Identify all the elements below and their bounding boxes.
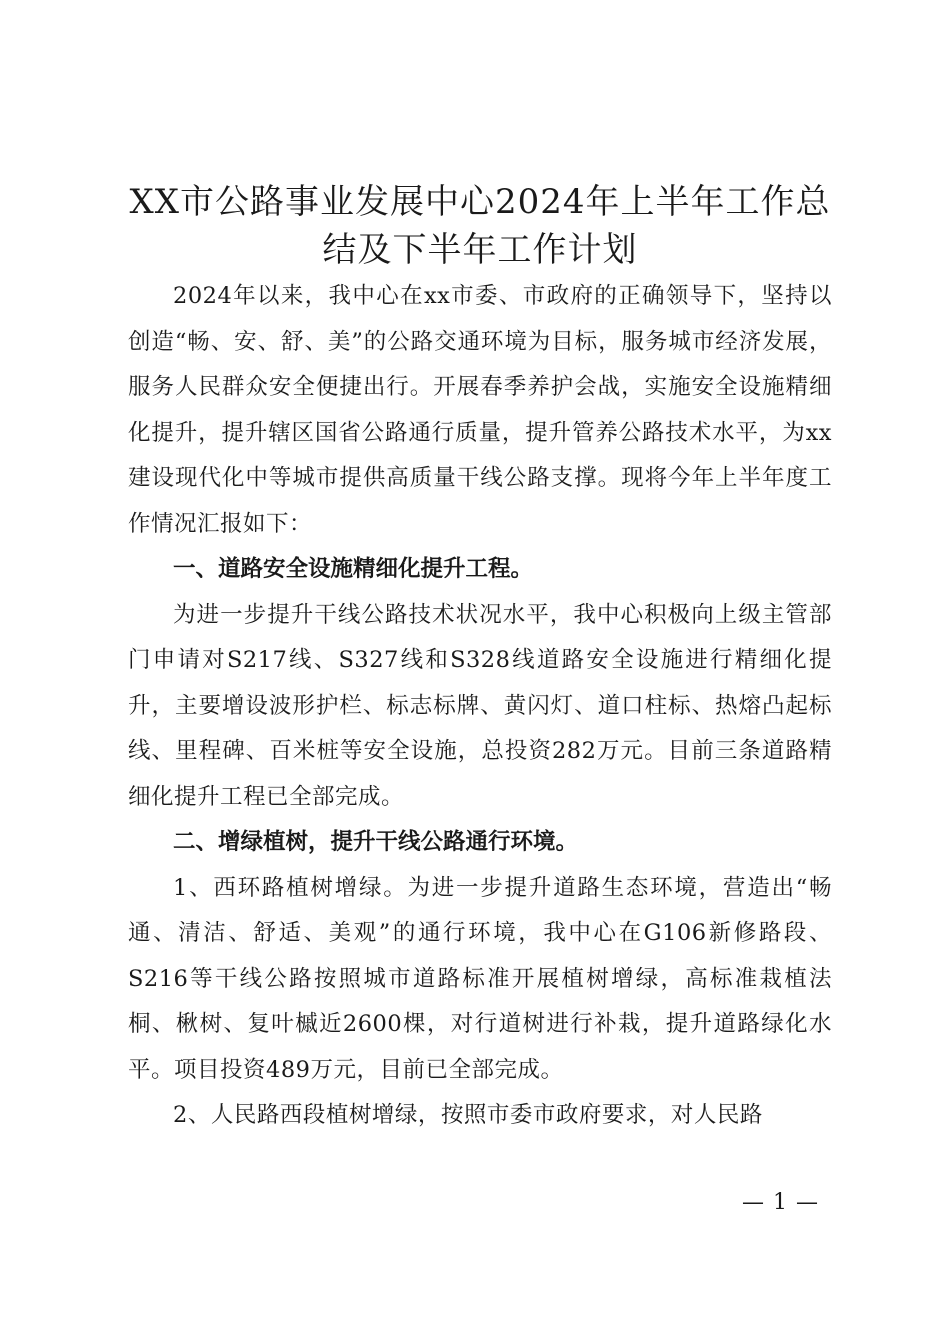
page-number: — 1 — <box>742 1190 819 1215</box>
section-1-paragraph: 为进一步提升干线公路技术状况水平，我中心积极向上级主管部门申请对S217线、S327线和S328线道路安全设施进行精细化提升，主要增设波形护栏、标志标牌、黄闪灯、道口柱标、热熔凸起标线、里程碑、百米桩等安全设施，总投资282万元。目前三条道路精细化提升工程已全部完成。 <box>128 601 832 810</box>
section-2-item-2-paragraph: 2、人民路西段植树增绿，按照市委市政府要求，对人民路 <box>173 1102 763 1128</box>
intro-paragraph: 2024年以来，我中心在xx市委、市政府的正确领导下，坚持以创造“畅、安、舒、美”的公路交通环境为目标，服务城市经济发展，服务人民群众安全便捷出行。开展春季养护会战，实施安全设施精细化提升，提升辖区国省公路通行质量，提升管养公路技术水平，为xx建设现代化中等城市提供高质量干线公路支撑。现将今年上半年度工作情况汇报如下： <box>128 283 832 537</box>
section-heading-1: 一、道路安全设施精细化提升工程。 <box>173 556 534 582</box>
title-line-2: 结及下半年工作计划 <box>322 230 638 270</box>
section-heading-2: 二、增绿植树，提升干线公路通行环境。 <box>173 829 579 855</box>
document-page <box>128 178 832 1139</box>
section-2-item-1-paragraph: 1、西环路植树增绿。为进一步提升道路生态环境，营造出“畅通、清洁、舒适、美观”的通行环境，我中心在G106新修路段、S216等干线公路按照城市道路标准开展植树增绿，高标准栽植法桐、楸树、复叶槭近2600棵，对行道树进行补栽，提升道路绿化水平。项目投资489万元，目前已全部完成。 <box>128 874 832 1083</box>
title-line-1: XX市公路事业发展中心2024年上半年工作总 <box>129 182 831 222</box>
document-title <box>128 178 832 274</box>
